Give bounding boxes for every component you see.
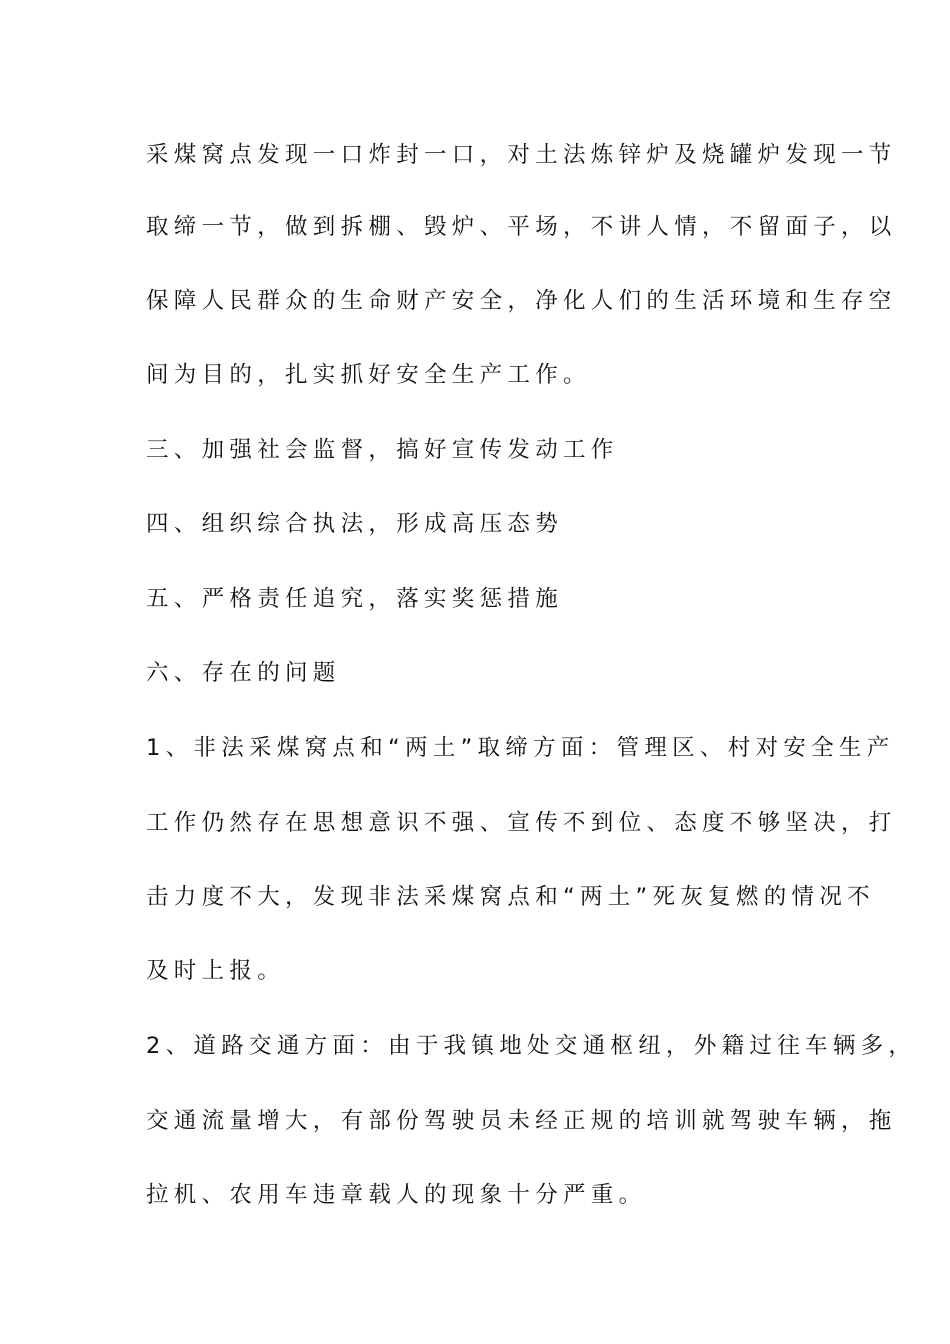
paragraph-line: 采煤窝点发现一口炸封一口，对土法炼锌炉及烧罐炉发现一节 — [146, 142, 897, 168]
paragraph-line: 1、非法采煤窝点和“两土”取缔方面：管理区、村对安全生产 — [146, 735, 895, 761]
paragraph-line: 及时上报。 — [146, 958, 286, 984]
paragraph-line: 取缔一节，做到拆棚、毁炉、平场，不讲人情，不留面子，以 — [146, 214, 897, 240]
paragraph-line: 交通流量增大，有部份驾驶员未经正规的培训就驾驶车辆，拖 — [146, 1108, 897, 1134]
paragraph-line: 拉机、农用车违章载人的现象十分严重。 — [146, 1182, 647, 1208]
section-heading: 五、严格责任追究，落实奖惩措施 — [146, 586, 564, 612]
section-heading: 三、加强社会监督，搞好宣传发动工作 — [146, 437, 619, 463]
paragraph-line: 间为目的，扎实抓好安全生产工作。 — [146, 362, 591, 388]
paragraph-line: 工作仍然存在思想意识不强、宣传不到位、态度不够坚决，打 — [146, 810, 897, 836]
paragraph-line: 2、道路交通方面：由于我镇地处交通枢纽，外籍过往车辆多， — [146, 1033, 917, 1059]
section-heading: 六、存在的问题 — [146, 660, 341, 686]
paragraph-line: 击力度不大，发现非法采煤窝点和“两土”死灰复燃的情况不 — [146, 884, 875, 910]
section-heading: 四、组织综合执法，形成高压态势 — [146, 511, 564, 537]
paragraph-line: 保障人民群众的生命财产安全，净化人们的生活环境和生存空 — [146, 288, 897, 314]
